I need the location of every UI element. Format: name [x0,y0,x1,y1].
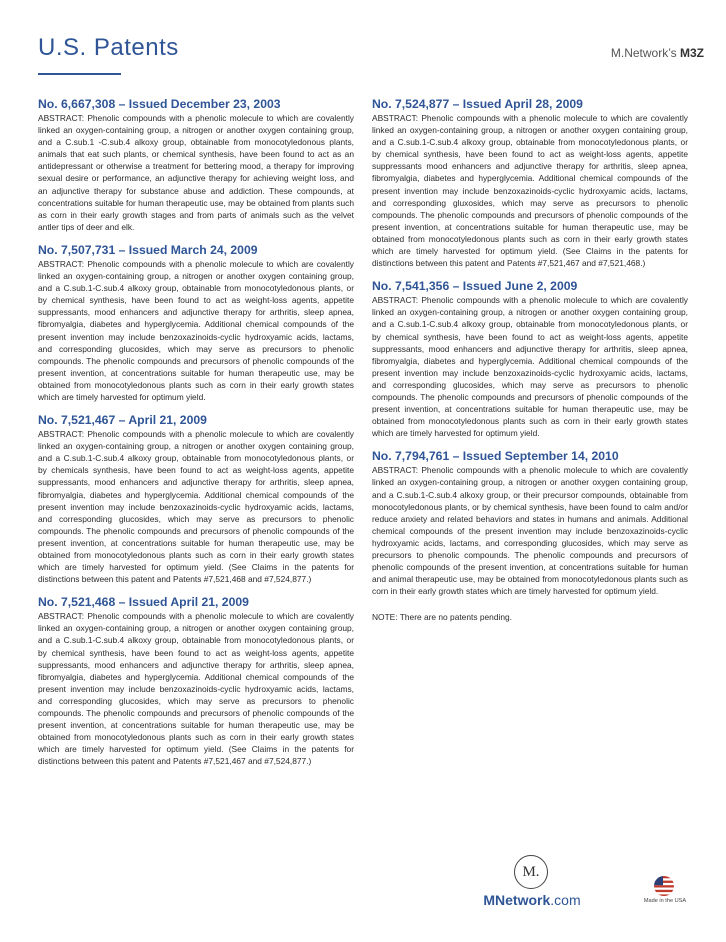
wordmark-suffix: .com [550,892,581,908]
patent-heading: No. 7,524,877 – Issued April 28, 2009 [372,97,583,111]
patent-heading: No. 6,667,308 – Issued December 23, 2003 [38,97,281,111]
mnetwork-logo-icon: M. [514,855,548,889]
patent-heading: No. 7,541,356 – Issued June 2, 2009 [372,279,578,294]
patent-heading: No. 7,507,731 – Issued March 24, 2009 [38,242,258,257]
page-title: U.S. Patents [38,34,179,61]
brand-label [611,46,704,60]
patent-abstract: ABSTRACT: Phenolic compounds with a phenolic molecule to which are covalently linked an oxygen-containing group, a nitrogen or another oxygen containing group, and a C.sub.1-C.sub.4 alkoxy group, obtainable from monocotyledonous plants, or by chemical synthesis, have been found to act as weight-loss agents, appetite suppressants, mood enhancers and adjunctive therapy for arthritis, sleep apnea, fibromyalgia, diabetes and hyperglycemia. Additional chemical compounds of the present invention may include benzoxazinoids-cyclic hydroxyamic acids, lactams, and corresponding glucosides, which may serve as precursors to phenolic compounds. The phenolic compounds and precursors of phenolic compounds of the present invention, at concentrations suitable for human therapeutic use, may be obtained from monocotyledonous plants such as corn in their early growth states which are timely harvested for optimum yield. [38,258,354,402]
brand-prefix: M.Network’s [610,46,680,60]
patent-entry [38,413,354,585]
mnetwork-wordmark[interactable] [472,892,592,908]
patent-entry [372,279,688,439]
patent-abstract: ABSTRACT: Phenolic compounds with a phenolic molecule to which are covalently linked an oxygen-containing group, a nitrogen or another oxygen containing group, and a C.sub.1 -C.sub.4 alkoxy group, obtainable from monocotyledonous plants, animals that eat such plants, or chemical synthesis, have been found to act as an antidepressant or otherwise a treatment for bettering mood, a therapy for improving sexual desire or performance, an adjunctive therapy for achieving weight loss, and an adjunctive therapy for substance abuse and addiction. These compounds, at concentrations suitable for human therapeutic use, may be obtained from plants such as corn in their early growth stages and from parts of animals such as the velvet antler tips of deer and elk. [38,113,354,232]
patent-heading: No. 7,521,468 – Issued April 21, 2009 [38,595,249,610]
patent-entry [38,595,354,767]
patent-entry [38,243,354,403]
patent-heading: No. 7,521,467 – April 21, 2009 [38,413,207,428]
left-column [38,97,354,778]
title-underline [38,73,121,75]
patent-heading: No. 7,794,761 – Issued September 14, 2010 [372,449,619,464]
pending-note: NOTE: There are no patents pending. [372,612,512,623]
brand-product: M3Z [680,46,704,60]
patent-abstract: ABSTRACT: Phenolic compounds with a phenolic molecule to which are covalently linked an oxygen-containing group, a nitrogen or another oxygen containing group, and a C.sub.1-C.sub.4 alkoxy group, obtainable from monocotyledonous plants, or by chemicals synthesis, have been found to act as weight-loss agents, appetite suppressants, mood enhancers and adjunctive therapy for arthritis, sleep apnea, fibromyalgia, diabetes and hyperglycemia. Additional chemical compounds of the present invention may include benzoxazinoids-cyclic hydroxyamic acids, lactams, and corresponding glucosides, which may serve as precursors to phenolic compounds. The phenolic compounds and precursors of phenolic compounds of the present invention, at concentrations suitable for human therapeutic use, may be obtained from monocotyledonous plants such as corn in their early growth states which are timely harvested for optimum yield. (See Claims in the patents for distinctions between this patent and Patents #7,521,468 and #7,524,877.) [38,429,354,585]
patent-abstract: ABSTRACT: Phenolic compounds with a phenolic molecule to which are covalently linked an oxygen-containing group, a nitrogen or another oxygen containing group, and a C.sub.1-C.sub.4 alkoxy group, obtainable from monocotyledonous plants, or by chemical synthesis, have been found to act as weight-loss agents, appetite suppressants, mood enhancers and adjunctive therapy for arthritis, sleep apnea, fibromyalgia, diabetes and hyperglycemia. Additional chemical compounds of the present invention may include benzoxazinoids-cyclic hydroxyamic acids, lactams, and corresponding glucosides, which may serve as precursors to phenolic compounds. The phenolic compounds and precursors of phenolic compounds of the present invention, at concentrations suitable for human therapeutic use, may be obtained from monocotyledonous plants such as corn in their early growth states which are timely harvested for optimum yield. [372,295,688,439]
us-flag-icon [654,876,674,896]
patent-entry [372,97,688,269]
right-column [372,97,688,632]
made-in-usa-label: Made in the USA [643,898,687,904]
patent-entry [38,97,354,233]
patent-abstract: ABSTRACT: Phenolic compounds with a phenolic molecule to which are covalently linked an oxygen-containing group, a nitrogen or another oxygen containing group, and a C.sub.1-C.sub.4 alkoxy group, obtainable from monocotyledonous plants, or by chemical synthesis, have been found to act as weight-loss agents, appetite suppressants, mood enhancers and adjunctive therapy for arthritis, sleep apnea, fibromyalgia, diabetes and hyperglycemia. Additional chemical compounds of the present invention may include benzoxazinoids-cyclic hydroxyamic acids, lactams, and corresponding glucosides, which may serve as precursors to phenolic compounds. The phenolic compounds and precursors of phenolic compounds of the present invention, at concentrations suitable for human therapeutic use, may be obtained from monocotyledonous plants such as corn in their early growth states which are timely harvested for optimum yield. (See Claims in the patents for distinctions between this patent and Patents #7,521,467 and #7,524,877.) [38,611,354,767]
patent-entry [372,449,688,597]
patent-abstract: ABSTRACT: Phenolic compounds with a phenolic molecule to which are covalently linked an oxygen-containing group, a nitrogen or another oxygen containing group, and a C.sub.1-C.sub.4 alkoxy group, or their precursor compounds, obtainable from monocotyledonous plants, or by chemical synthesis, have been found to calm and/or reduce anxiety and related behaviors and states in humans and animals. Additional chemical compounds of the present invention may include benzoxazinoids-cyclic hydroxyamic acids, lactams, and corresponding glucosides, which may serve as precursors to phenolic compounds. The phenolic compounds and precursors of phenolic compounds of the present invention, at concentrations suitable for human and animal therapeutic use, may be obtained from monocotyledonous plants such as corn in their early growth states which are timely harvested for optimum yield. [372,465,688,597]
patent-abstract: ABSTRACT: Phenolic compounds with a phenolic molecule to which are covalently linked an oxygen-containing group, a nitrogen or another oxygen containing group, and a C.sub.1-C.sub.4 alkoxy group, obtainable from monocotyledonous plants, or by chemical synthesis, have been found to act as weight-loss agents, appetite suppressants mood enhancers and adjunctive therapy for arthritis, sleep apnea, fibromyalgia, diabetes and hyperglycemia. Additional chemical compounds of the present invention may include benzoxazinoids-cyclic hydroxyamic acids, lactams, and corresponding gluxosides, which may serve as precursors to phenolic compounds. The phenolic compounds and precursors of phenolic compounds of the present invention, at concentrations suitable for human therapeutic use, may be obtained from monocotyledonous plants such as corn in their early growth states which are timely harvested for optimum yield. (See Claims in the patents for distinctions between this patent and Patents #7,521,467 and #7,521,468.) [372,113,688,269]
wordmark-bold: MNetwork [483,892,551,908]
